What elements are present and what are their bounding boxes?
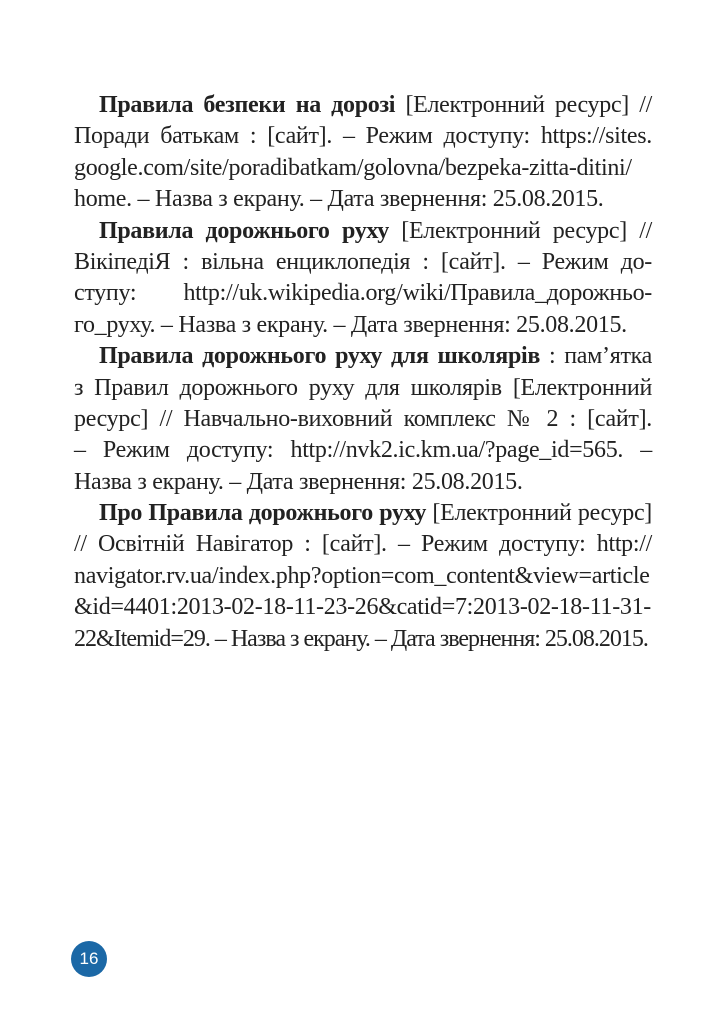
entry-line (74, 216, 652, 247)
entry-line: го_руху. – Назва з екрану. – Дата звернення: 25.08.2015. (74, 311, 627, 338)
entry-title: Правила дорожнього руху для школярів (99, 343, 541, 370)
entry-line: 22&Itemid=29. – Назва з екрану. – Дата звернення: 25.08.2015. (74, 625, 648, 652)
entry-line: navigator.rv.ua/index.php?option=com_content&view=article (74, 562, 650, 589)
page-number-badge: 16 (71, 941, 107, 977)
bibliography-entry (74, 216, 652, 342)
bibliography-entry (74, 498, 652, 655)
entry-line (74, 341, 652, 372)
entry-text: [Електронний ресурс] // (388, 217, 652, 244)
entry-title: Про Правила дорожнього руху (99, 500, 427, 527)
bibliography-entry (74, 341, 652, 498)
entry-title: Правила безпеки на дорозі (99, 92, 396, 118)
entry-line: Назва з екрану. – Дата звернення: 25.08.2015. (74, 468, 523, 495)
entry-line: з Правил дорожнього руху для школярів [Електронний (74, 374, 652, 401)
entry-text: [Електронний ресурс] (426, 500, 652, 527)
entry-text: : пам’ятка (540, 343, 652, 370)
entry-line: home. – Назва з екрану. – Дата звернення: 25.08.2015. (74, 186, 604, 213)
entry-line: ВікіпедіЯ : вільна енциклопедія : [сайт]. – Режим до- (74, 248, 652, 275)
entry-line: // Освітній Навігатор : [сайт]. – Режим доступу: http:// (74, 531, 652, 558)
entry-title: Правила дорожнього руху (99, 217, 389, 244)
entry-line (74, 90, 652, 121)
entry-line: Поради батькам : [сайт]. – Режим доступу: https://sites. (74, 123, 652, 150)
bibliography-entry (74, 90, 652, 216)
entry-line: &id=4401:2013-02-18-11-23-26&catid=7:2013-02-18-11-31- (74, 594, 651, 621)
entry-line: ресурс] // Навчально-виховний комплекс № 2 : [сайт]. (74, 405, 652, 432)
entry-line: – Режим доступу: http://nvk2.ic.km.ua/?page_id=565. – (74, 437, 652, 464)
entry-text: [Електронний ресурс] // (395, 92, 652, 118)
entry-line (74, 498, 652, 529)
bibliography-list (74, 90, 652, 655)
entry-line: ступу: http://uk.wikipedia.org/wiki/Правила_дорожньо- (74, 280, 652, 307)
entry-line: google.com/site/poradibatkam/golovna/bezpeka-zitta-ditini/ (74, 154, 632, 181)
